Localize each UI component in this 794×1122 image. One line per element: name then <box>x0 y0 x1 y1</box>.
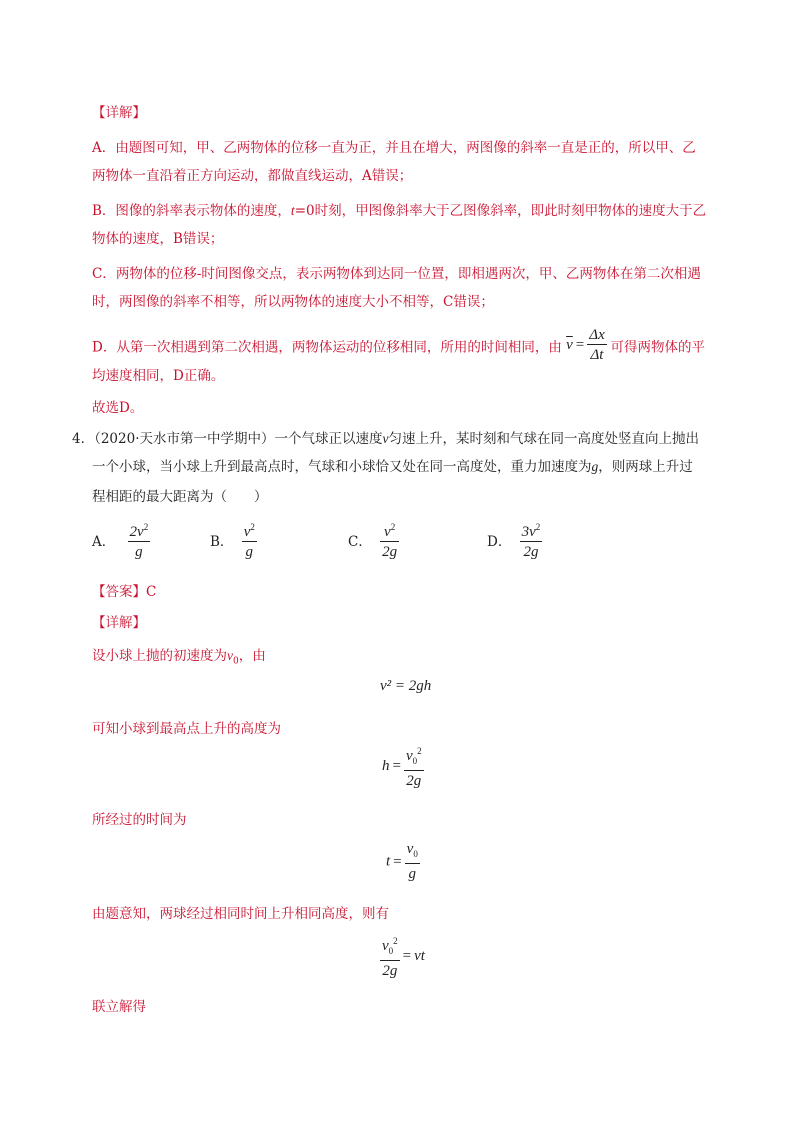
option-b-explanation-line2: 物体的速度，B错误； <box>92 231 224 247</box>
solution-step3: 所经过的时间为 <box>92 812 187 828</box>
average-velocity-formula: $\overline{v}$ = $\frac{\Delta x}{\Delta t}$ <box>566 327 605 363</box>
option-a-explanation-line2: 两物体一直沿着正方向运动，都做直线运动，A错误； <box>92 168 413 184</box>
question-4-line3: 程相距的最大距离为（ ） <box>92 489 268 505</box>
equation-v-squared: v² = 2gh <box>380 678 432 694</box>
final-choice: 故选D。 <box>92 400 144 416</box>
detail-label-1: 【详解】 <box>92 105 146 121</box>
solution-step1: 设小球上抛的初速度为$v_0$，由 <box>92 648 266 667</box>
equation-equal-height: $\frac{v_0^2}{2g}$ = vt <box>382 936 425 979</box>
option-c-explanation-line1: C．两物体的位移-时间图像交点，表示两物体到达同一位置，即相遇两次，甲、乙两物体在第二次相遇 <box>92 266 701 282</box>
option-d-explanation-line2: 均速度相同，D正确。 <box>92 368 225 384</box>
solution-step4: 由题意知，两球经过相同时间上升相同高度，则有 <box>92 906 389 922</box>
answer-label: 【答案】C <box>92 584 157 600</box>
option-c-explanation-line2: 时，两图像的斜率不相等，所以两物体的速度大小不相等，C错误； <box>92 294 494 310</box>
option-a: A． $\frac{2v^2}{g}$ <box>92 522 149 560</box>
option-b: B． $\frac{v^2}{g}$ <box>210 522 255 560</box>
option-a-explanation-line1: A．由题图可知，甲、乙两物体的位移一直为正，并且在增大，两图像的斜率一直是正的，所以甲、乙 <box>92 140 696 156</box>
option-c: C． $\frac{v^2}{2g}$ <box>348 522 398 560</box>
solution-step2: 可知小球到最高点上升的高度为 <box>92 721 281 737</box>
equation-height: h = $\frac{v_0^2}{2g}$ <box>382 746 422 789</box>
option-b-explanation-line1: B．图像的斜率表示物体的速度，t=0时刻，甲图像斜率大于乙图像斜率，即此时刻甲物体的速度大于乙 <box>92 203 707 219</box>
question-4-line2: 一个小球，当小球上升到最高点时，气球和小球恰又处在同一高度处，重力加速度为g，则两球上升过 <box>92 459 693 475</box>
option-d-explanation-line1: D．从第一次相遇到第二次相遇，两物体运动的位移相同，所用的时间相同，由 $\overline{v}$ = $\frac{\Delta x}{\Delta t}$ 可得两物体的平 <box>92 327 705 363</box>
solution-step5: 联立解得 <box>92 999 146 1015</box>
question-4-line1: 4．（2020·天水市第一中学期中）一个气球正以速度v匀速上升，某时刻和气球在同一高度处竖直向上抛出 <box>72 431 699 447</box>
equation-time: t = $\frac{v_0}{g}$ <box>386 841 418 882</box>
option-d: D． $\frac{3v^2}{2g}$ <box>487 522 541 560</box>
detail-label-2: 【详解】 <box>92 615 146 631</box>
